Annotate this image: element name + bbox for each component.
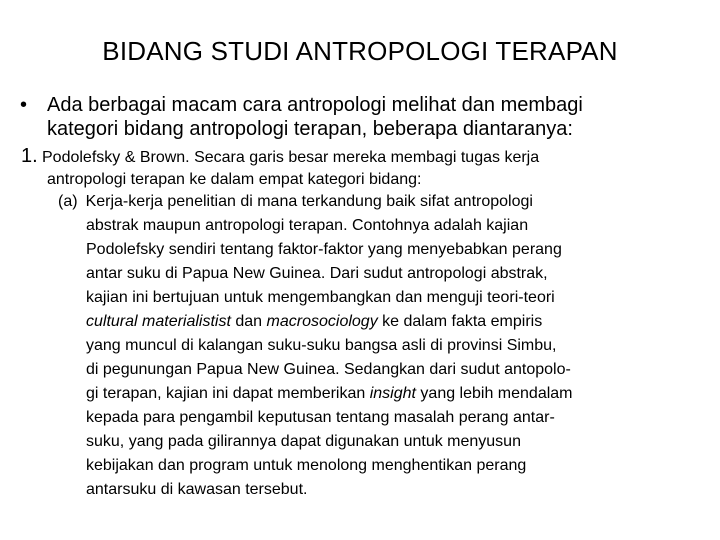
bullet-line-2: kategori bidang antropologi terapan, beberapa diantaranya:	[47, 118, 573, 140]
sub-text-6-end: ke dalam fakta empiris	[377, 313, 543, 330]
item-number: 1.	[21, 145, 38, 167]
bullet-mark: •	[20, 94, 28, 116]
sub-line-5: kajian ini bertujuan untuk mengembangkan dan menguji teori-teori	[86, 289, 555, 306]
bullet-line-1	[20, 93, 710, 117]
italic-term-macrosociology: macrosociology	[266, 313, 378, 330]
sub-item-label: (a)	[58, 193, 78, 210]
bullet-text-1: Ada berbagai macam cara antropologi melihat dan membagi	[47, 94, 583, 116]
numbered-line-2: antropologi terapan ke dalam empat kategori bidang:	[47, 171, 422, 188]
italic-term-cultural-materialistist: cultural materialistist	[86, 313, 231, 330]
sub-item-a	[58, 190, 708, 502]
sub-line-12: kebijakan dan program untuk menolong menghentikan perang	[86, 457, 527, 474]
sub-line-2: abstrak maupun antropologi terapan. Contohnya adalah kajian	[86, 217, 529, 234]
numbered-text-1: Podolefsky & Brown. Secara garis besar mereka membagi tugas kerja	[42, 149, 540, 166]
sub-line-1	[58, 190, 708, 214]
sub-text-6-mid: dan	[230, 313, 267, 330]
sub-line-8: di pegunungan Papua New Guinea. Sedangkan dari sudut antopolo-	[86, 361, 571, 378]
slide-title: BIDANG STUDI ANTROPOLOGI TERAPAN	[102, 36, 618, 66]
italic-term-insight: insight	[369, 385, 416, 402]
sub-line-4: antar suku di Papua New Guinea. Dari sudut antropologi abstrak,	[86, 265, 548, 282]
sub-line-10: kepada para pengambil keputusan tentang masalah perang antar-	[86, 409, 555, 426]
sub-text-9-start: gi terapan, kajian ini dapat memberikan	[86, 385, 370, 402]
numbered-item-1	[21, 145, 711, 191]
sub-line-7: yang muncul di kalangan suku-suku bangsa asli di provinsi Simbu,	[86, 337, 557, 354]
sub-text-9-end: yang lebih mendalam	[415, 385, 573, 402]
sub-line-3: Podolefsky sendiri tentang faktor-faktor yang menyebabkan perang	[86, 241, 562, 258]
bullet-point	[20, 93, 710, 141]
sub-line-11: suku, yang pada gilirannya dapat digunakan untuk menyusun	[86, 433, 521, 450]
sub-text-1: Kerja-kerja penelitian di mana terkandung baik sifat antropologi	[85, 193, 533, 210]
sub-line-9	[58, 382, 708, 406]
numbered-line-1	[21, 145, 711, 169]
sub-line-13: antarsuku di kawasan tersebut.	[86, 481, 308, 498]
sub-line-6	[58, 310, 708, 334]
